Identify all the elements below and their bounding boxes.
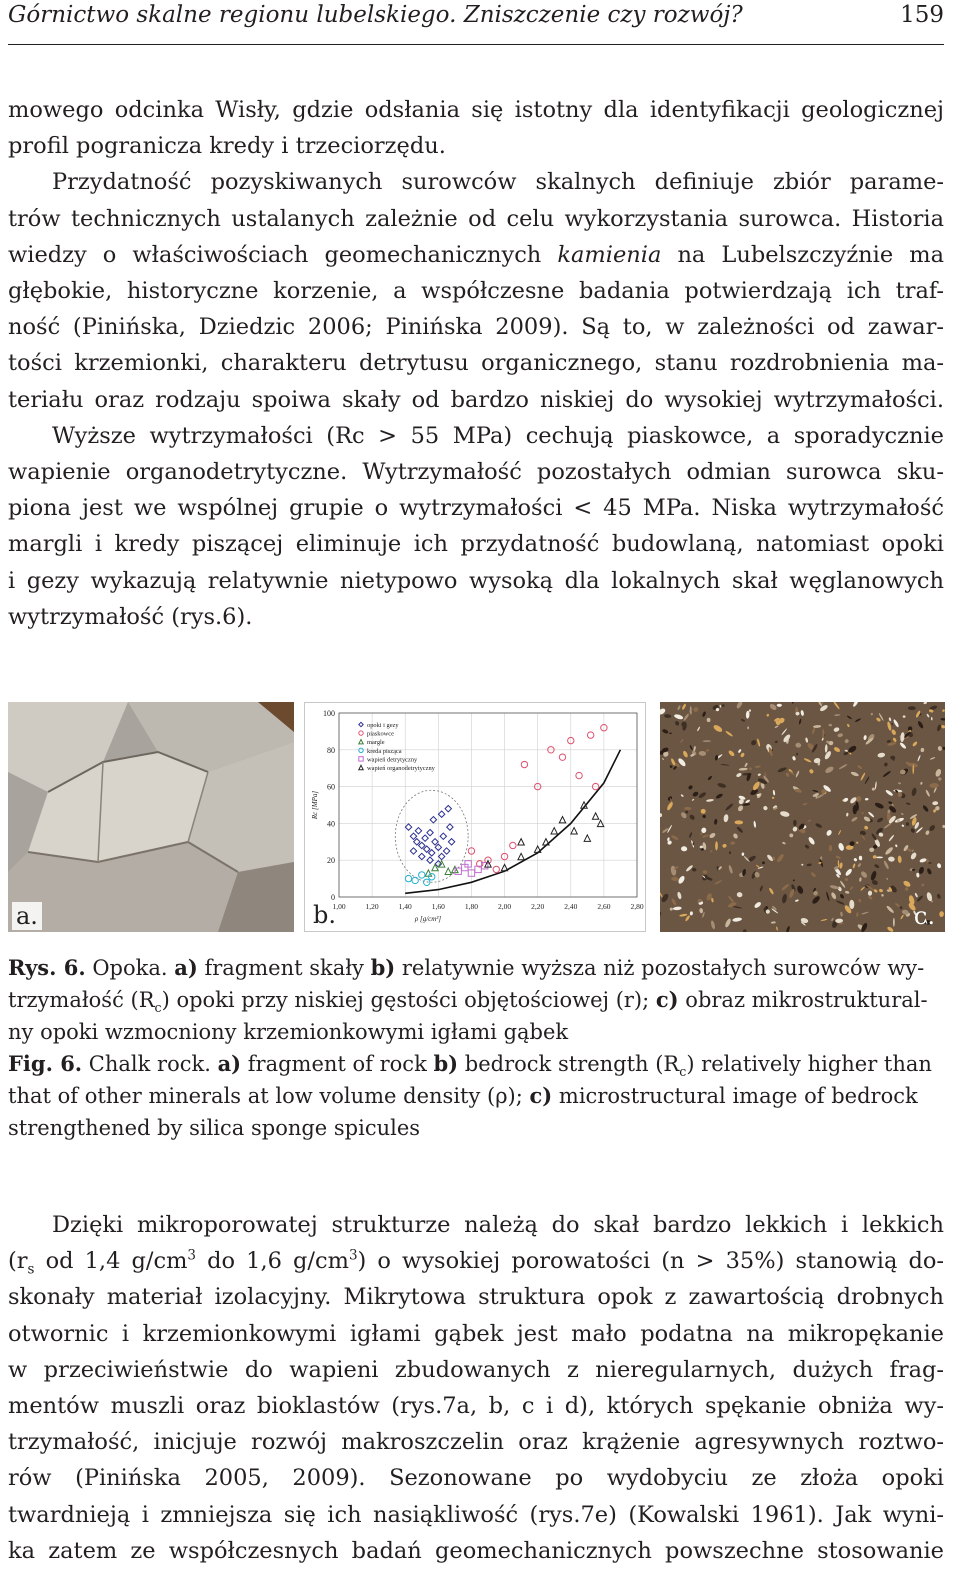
text-line: teriału oraz rodzaju spoiwa skały od bardzo niskiej do wysokiej wytrzymałości. xyxy=(8,386,944,413)
x-tick-label: 2,60 xyxy=(597,902,611,911)
running-title: Górnictwo skalne regionu lubelskiego. Zniszczenie czy rozwój? xyxy=(8,2,743,28)
data-point xyxy=(359,765,363,769)
caption-marker: b) xyxy=(370,955,396,980)
running-header xyxy=(8,0,944,45)
legend-entry: wapień detrytyczny xyxy=(367,756,418,764)
text-line: trzymałość, inicjuje rozwój makroszczelin oraz krążenie agresywnych roztwo- xyxy=(8,1429,944,1456)
paragraph-1 xyxy=(8,92,944,635)
text-line: ność (Pinińska, Dziedzic 2006; Pinińska 2009). Są to, w zależności od zawar- xyxy=(8,314,944,341)
data-point xyxy=(576,772,582,778)
data-point xyxy=(419,853,425,859)
caption-text: obraz mikrostruktural- xyxy=(678,988,928,1012)
data-point xyxy=(412,877,418,883)
text-line xyxy=(8,237,944,273)
texture-grain xyxy=(903,715,906,717)
data-point xyxy=(430,817,436,823)
superscript: 3 xyxy=(348,1247,358,1264)
caption-marker: b) xyxy=(433,1051,459,1076)
data-point xyxy=(440,833,446,839)
data-point xyxy=(429,850,435,856)
data-point xyxy=(559,817,565,823)
data-point xyxy=(587,732,593,738)
caption-text: ny opoki wzmocniony krzemionkowymi igłami gąbek xyxy=(8,1020,569,1044)
figure-caption-pl xyxy=(8,952,944,1048)
data-point xyxy=(584,835,590,841)
data-point xyxy=(543,839,549,845)
data-point xyxy=(415,828,421,834)
text-line: Wyższe wytrzymałości (Rc > 55 MPa) cechują piaskowce, a sporadycznie xyxy=(52,422,944,449)
panel-label-b: b. xyxy=(313,901,336,929)
subscript: c xyxy=(154,1000,162,1016)
legend-entry: opoki i gezy xyxy=(367,722,399,729)
text-segment: do 1,6 g/cm xyxy=(196,1248,349,1275)
text-line: wapienie organodetrytyczne. Wytrzymałość pozostałych odmian surowca sku- xyxy=(8,459,944,486)
x-tick-label: 1,60 xyxy=(431,902,445,911)
data-point xyxy=(359,748,363,752)
text-line: wytrzymałość (rys.6). xyxy=(8,603,253,630)
text-line: profil pogranicza kredy i trzeciorzędu. xyxy=(8,133,446,160)
strength-density-chart xyxy=(305,703,645,931)
data-point xyxy=(571,828,577,834)
x-tick-label: 2,40 xyxy=(564,902,578,911)
legend-entry: piaskowce xyxy=(367,730,394,738)
trend-curve xyxy=(405,750,620,894)
data-point xyxy=(359,740,363,744)
subscript: s xyxy=(27,1261,35,1278)
panel-label-c: c. xyxy=(913,902,935,930)
data-point xyxy=(359,757,363,761)
texture-grain xyxy=(748,726,749,729)
emphasis: kamienia xyxy=(557,241,662,268)
text-line: Przydatność pozyskiwanych surowców skalnych definiuje zbiór parame- xyxy=(52,169,944,196)
caption-marker: a) xyxy=(217,1051,242,1076)
x-tick-label: 1,00 xyxy=(332,902,346,911)
data-point xyxy=(445,868,451,874)
y-tick-label: 80 xyxy=(327,745,335,755)
text-line: i gezy wykazują relatywnie nietypowo wysoką dla lokalnych skał węglanowych xyxy=(8,567,944,594)
y-tick-label: 0 xyxy=(331,893,335,902)
text-line: tości krzemionki, charakteru detrytusu organicznego, stanu rozdrobnienia ma- xyxy=(8,350,944,377)
text-line: ka zatem ze współczesnych badań geomechanicznych powszechne stosowanie xyxy=(8,1537,944,1564)
data-point xyxy=(414,839,420,845)
caption-marker: c) xyxy=(655,987,679,1012)
legend-entry: wapień organodetrytyczny xyxy=(367,765,435,772)
paragraph-2 xyxy=(8,1207,944,1569)
figure-panel-a-rock-photo xyxy=(8,702,294,932)
text-segment: (r xyxy=(8,1248,28,1275)
text-line: Dzięki mikroporowatej strukturze należą do skał bardzo lekkich i lekkich xyxy=(52,1212,944,1238)
text-line: twardnieją i zmniejsza się ich nasiąkliwość (rys.7e) (Kowalski 1961). Jak wyni- xyxy=(8,1501,944,1528)
data-point xyxy=(448,839,454,845)
data-point xyxy=(521,761,527,767)
texture-grain xyxy=(893,918,894,927)
data-point xyxy=(443,848,449,854)
text-line: rów (Pinińska 2005, 2009). Sezonowane po wydobyciu ze złoża opoki xyxy=(8,1465,944,1492)
text-line: w przeciwieństwie do wapieni zbudowanych z nieregularnych, dużych frag- xyxy=(8,1356,944,1383)
text-segment: ) o wysokiej porowatości (n > 35%) stanowią do- xyxy=(357,1248,945,1275)
texture-grain xyxy=(829,845,832,851)
data-point xyxy=(592,813,598,819)
data-point xyxy=(510,842,516,848)
data-point xyxy=(427,829,433,835)
text-line: mowego odcinka Wisły, gdzie odsłania się istotny dla identyfikacji geologicznej xyxy=(8,97,944,123)
data-point xyxy=(551,828,557,834)
data-point xyxy=(359,731,363,735)
data-point xyxy=(424,879,430,885)
caption-marker: a) xyxy=(174,955,198,980)
caption-text: ) relatively higher than xyxy=(686,1052,932,1076)
legend-entry: kreda pisząca xyxy=(367,747,402,755)
caption-text: strengthened by silica sponge spicules xyxy=(8,1116,421,1140)
panel-label-a: a. xyxy=(12,902,42,930)
text-line: trów technicznych ustalanych zależnie od celu wykorzystania surowca. Historia xyxy=(8,205,944,232)
page-number: 159 xyxy=(900,2,944,28)
data-point xyxy=(424,846,430,852)
x-tick-label: 2,00 xyxy=(497,902,512,911)
caption-text: ) opoki przy niskiej gęstości objętościowej (r); xyxy=(161,988,656,1012)
caption-label: Fig. 6. xyxy=(8,1051,83,1076)
subscript: c xyxy=(679,1064,687,1080)
data-point xyxy=(445,805,451,811)
figure-caption-en xyxy=(8,1048,944,1144)
x-tick-label: 2,80 xyxy=(630,902,644,911)
text-line: otwornic i krzemionkowymi igłami gąbek jest mało podatna na mikropękanie xyxy=(8,1320,944,1347)
caption-text: trzymałość (R xyxy=(8,988,155,1012)
x-tick-label: 1,20 xyxy=(365,902,379,911)
caption-text: that of other minerals at low volume density (ρ); xyxy=(8,1084,530,1108)
texture-grain xyxy=(777,704,782,707)
data-point xyxy=(419,842,425,848)
data-point xyxy=(359,722,363,726)
text-segment: od 1,4 g/cm xyxy=(34,1248,188,1275)
text-line: mentów muszli oraz bioklastów (rys.7a, b, c i d), których spękanie obniża wy- xyxy=(8,1393,944,1420)
data-point xyxy=(438,853,444,859)
x-axis-label: ρ [g/cm³] xyxy=(414,915,442,923)
y-axis-label: Rc [MPa] xyxy=(311,790,319,820)
caption-text: Opoka. xyxy=(85,956,175,980)
caption-marker: c) xyxy=(529,1083,553,1108)
legend-entry: margle xyxy=(367,739,385,747)
caption-text: relatywnie wyższa niż pozostałych surowców wy- xyxy=(395,956,925,980)
caption-text: Chalk rock. xyxy=(82,1052,218,1076)
data-point xyxy=(422,835,428,841)
microstructure-image xyxy=(660,702,945,932)
texture-grain xyxy=(793,820,797,826)
y-tick-label: 40 xyxy=(327,819,335,829)
x-tick-label: 2,20 xyxy=(531,902,545,911)
text-line: margli i kredy piszącej eliminuje ich przydatność budowlaną, natomiast opoki xyxy=(8,531,944,558)
data-point xyxy=(419,872,425,878)
data-point xyxy=(559,754,565,760)
data-point xyxy=(432,839,438,845)
caption-label: Rys. 6. xyxy=(8,955,86,980)
texture-grain xyxy=(908,706,916,710)
data-point xyxy=(410,833,416,839)
text-line: piona jest we wspólnej grupie o wytrzymałości < 45 MPa. Niska wytrzymałość xyxy=(8,495,944,522)
caption-text: fragment of rock xyxy=(241,1052,434,1076)
text-line: głębokie, historyczne korzenie, a współczesne badania potwierdzają ich traf- xyxy=(8,278,944,305)
caption-text: bedrock strength (R xyxy=(458,1052,680,1076)
x-tick-label: 1,80 xyxy=(464,902,479,911)
data-point xyxy=(447,824,453,830)
figure-panel-b-chart xyxy=(304,702,646,932)
y-tick-label: 100 xyxy=(323,709,335,718)
data-point xyxy=(518,839,524,845)
data-point xyxy=(405,875,411,881)
data-point xyxy=(438,811,444,817)
caption-text: fragment skały xyxy=(197,956,371,980)
rock-fragment-image xyxy=(8,702,294,932)
superscript: 3 xyxy=(187,1247,197,1264)
y-tick-label: 60 xyxy=(327,782,335,792)
text-segment: wiedzy o właściwościach geomechanicznych xyxy=(8,241,558,268)
x-tick-label: 1,40 xyxy=(398,902,412,911)
text-line: skonały materiał izolacyjny. Mikrytowa struktura opok z zawartością drobnych xyxy=(8,1284,944,1311)
data-point xyxy=(405,824,411,830)
figure-panel-c-microstructure xyxy=(660,702,945,932)
data-point xyxy=(493,866,499,872)
y-tick-label: 20 xyxy=(327,856,335,866)
data-point xyxy=(518,853,524,859)
caption-text: microstructural image of bedrock xyxy=(552,1084,918,1108)
data-point xyxy=(410,848,416,854)
text-segment: na Lubelszczyźnie ma xyxy=(661,241,944,268)
text-line xyxy=(8,1243,944,1279)
